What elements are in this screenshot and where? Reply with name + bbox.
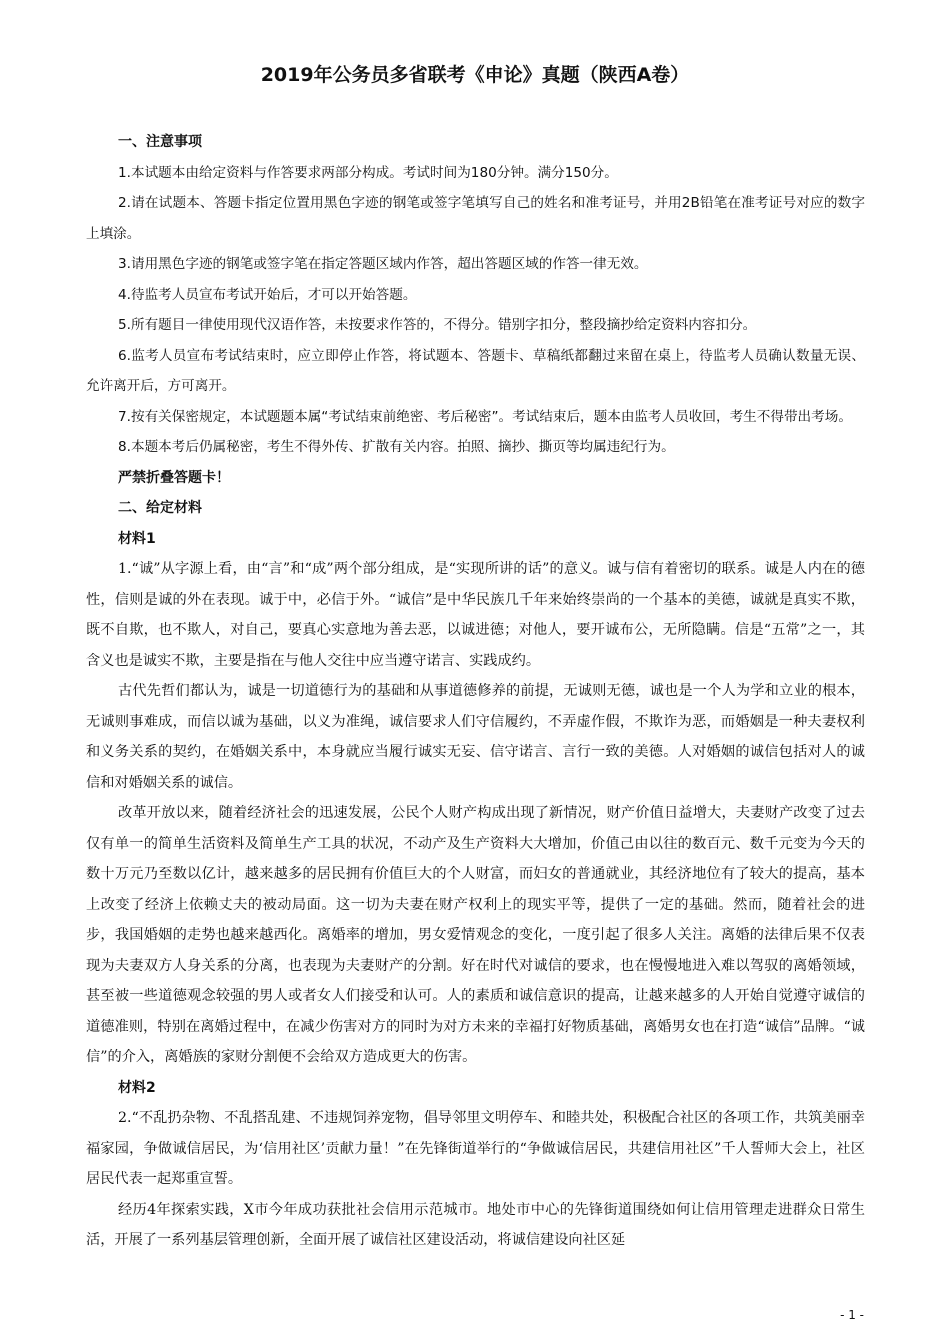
material-paragraph: 1.“诚”从字源上看，由“言”和“成”两个部分组成，是“实现所讲的话”的意义。诚与信有着密切的联系。诚是人内在的德性，信则是诚的外在表现。诚于中，必信于外。“诚信”是中华民族几千年来始终崇尚的一个基本的美德，诚就是真实不欺，既不自欺，也不欺人，对自己，要真心实意地为善去恶，以诚进德；对他人，要开诚布公，无所隐瞒。信是“五常”之一，其含义也是诚实不欺，主要是指在与他人交往中应当遵守诺言、实践成约。 [86, 561, 865, 669]
document-title: 2019年公务员多省联考《申论》真题（陕西A卷） [260, 64, 690, 86]
section-heading: 严禁折叠答题卡！ [118, 469, 230, 486]
notice-item: 4.待监考人员宣布考试开始后，才可以开始答题。 [118, 286, 417, 303]
section-heading: 二、给定材料 [118, 500, 202, 516]
material-paragraph: 2.“不乱扔杂物、不乱搭乱建、不违规饲养宠物，倡导邻里文明停车、和睦共处，积极配合社区的各项工作，共筑美丽幸福家园，争做诚信居民，为‘信用社区’贡献力量！”在先锋街道举行的“争做诚信居民，共建信用社区”千人誓师大会上，社区居民代表一起郑重宣誓。 [86, 1110, 865, 1187]
notice-item: 6.监考人员宣布考试结束时，应立即停止作答，将试题本、答题卡、草稿纸都翻过来留在桌上，待监考人员确认数量无误、允许离开后，方可离开。 [86, 347, 865, 394]
notice-item: 3.请用黑色字迹的钢笔或签字笔在指定答题区域内作答，超出答题区域的作答一律无效。 [118, 256, 648, 272]
document-body [86, 127, 865, 1256]
notice-item: 8.本题本考后仍属秘密，考生不得外传、扩散有关内容。拍照、摘抄、撕页等均属违纪行为。 [118, 439, 675, 455]
material-paragraph: 古代先哲们都认为，诚是一切道德行为的基础和从事道德修养的前提，无诚则无德，诚也是一个人为学和立业的根本，无诚则事难成，而信以诚为基础，以义为准绳，诚信要求人们守信履约，不弄虚作假，不欺诈为恶，而婚姻是一种夫妻权利和义务关系的契约，在婚姻关系中，本身就应当履行诚实无妄、信守诺言、言行一致的美德。人对婚姻的诚信包括对人的诚信和对婚姻关系的诚信。 [86, 683, 865, 791]
material-paragraph: 改革开放以来，随着经济社会的迅速发展，公民个人财产构成出现了新情况，财产价值日益增大，夫妻财产改变了过去仅有单一的简单生活资料及简单生产工具的状况，不动产及生产资料大大增加，价值己由以往的数百元、数千元变为今天的数十万元乃至数以亿计，越来越多的居民拥有价值巨大的个人财富，而妇女的普通就业，其经济地位有了较大的提高，基本上改变了经济上依赖丈夫的被动局面。这一切为夫妻在财产权利上的现实平等，提供了一定的基础。然而，随着社会的进步，我国婚姻的走势也越来越西化。离婚率的增加，男女爱情观念的变化，一度引起了很多人关注。离婚的法律后果不仅表现为夫妻双方人身关系的分离，也表现为夫妻财产的分割。好在时代对诚信的要求，也在慢慢地进入难以驾驭的离婚领域，甚至被一些道德观念较强的男人或者女人们接受和认可。人的素质和诚信意识的提高，让越来越多的人开始自觉遵守诚信的道德准则，特别在离婚过程中，在减少伤害对方的同时为对方未来的幸福打好物质基础，离婚男女也在打造“诚信”品牌。“诚信”的介入，离婚族的家财分割便不会给双方造成更大的伤害。 [86, 805, 865, 1065]
material-paragraph: 经历4年探索实践，X市今年成功获批社会信用示范城市。地处市中心的先锋街道围绕如何让信用管理走进群众日常生活，开展了一系列基层管理创新，全面开展了诚信社区建设活动，将诚信建设向社区延 [86, 1201, 865, 1248]
section-heading: 一、注意事项 [118, 134, 202, 150]
notice-item: 7.按有关保密规定，本试题题本属“考试结束前绝密、考后秘密”。考试结束后，题本由监考人员收回，考生不得带出考场。 [118, 408, 852, 425]
notice-item: 2.请在试题本、答题卡指定位置用黑色字迹的钢笔或签字笔填写自己的姓名和准考证号，并用2B铅笔在准考证号对应的数字上填涂。 [86, 195, 865, 242]
section-heading: 材料2 [118, 1079, 156, 1096]
page-number: - 1 - [840, 1308, 864, 1322]
section-heading: 材料1 [118, 530, 156, 547]
notice-item: 5.所有题目一律使用现代汉语作答，未按要求作答的，不得分。错别字扣分，整段摘抄给定资料内容扣分。 [118, 317, 757, 333]
notice-item: 1.本试题本由给定资料与作答要求两部分构成。考试时间为180分钟。满分150分。 [118, 164, 618, 181]
